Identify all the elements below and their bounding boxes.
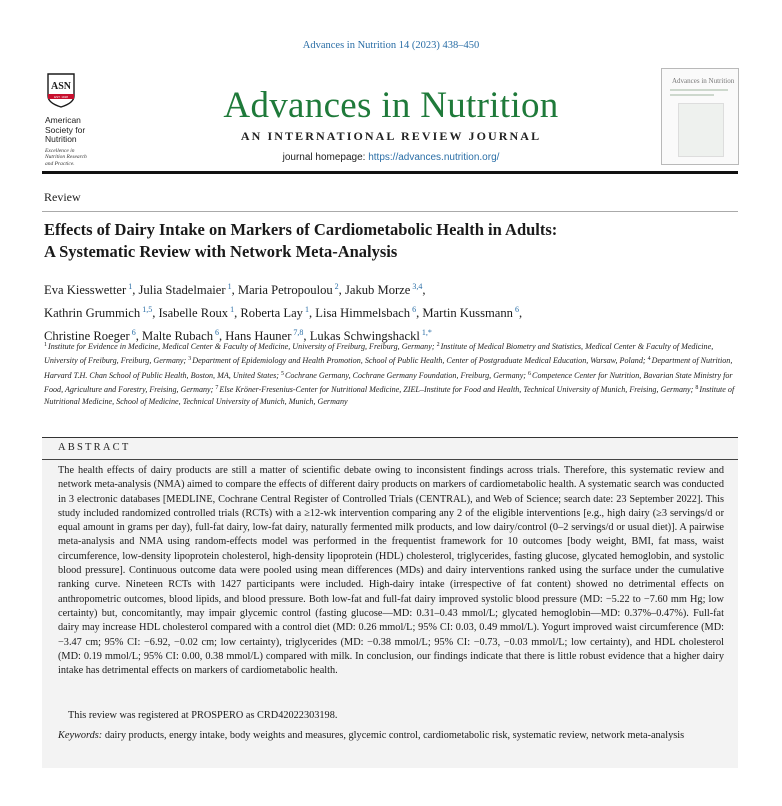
author-line: Eva Kiesswetter $^1$, Julia Stadelmaier $^1$, Maria Petropoulou $^2$, Jakub Morze $^{3,4}$, (44, 282, 426, 297)
keywords (58, 729, 724, 743)
tagline-line: Nutrition Research (45, 154, 87, 160)
author-name: Kathrin Grummich (44, 306, 141, 320)
author-name: Lukas Schwingshackl (309, 329, 420, 343)
affiliation-text: Institute for Evidence in Medicine, Medical Center & Faculty of Medicine, University of Freiburg, Freiburg, Germany; (48, 342, 435, 351)
tagline-line: Excellence in (45, 147, 75, 154)
author-name: Malte Rubach (142, 329, 213, 343)
abstract-heading: ABSTRACT (58, 442, 131, 453)
journal-cover-thumbnail[interactable] (661, 68, 739, 165)
article-title (44, 219, 740, 263)
registration-note: This review was registered at PROSPERO as CRD42022303198. (68, 710, 338, 721)
cover-bar (670, 94, 714, 96)
affiliation-text: Competence Center for Nutrition, Bavarian State Ministry for Food, Agriculture and Forestry, Freising, Germany; (44, 370, 733, 394)
homepage-link[interactable]: https://advances.nutrition.org/ (368, 152, 500, 163)
society-line: American (45, 115, 81, 125)
author-line: Christine Roeger $^6$, Malte Rubach $^6$, Hans Hauner $^{7,8}$, Lukas Schwingshackl $^{1,*}$ (44, 328, 432, 343)
journal-subtitle: AN INTERNATIONAL REVIEW JOURNAL (240, 129, 542, 143)
author-affiliation-link[interactable]: 7,8 (293, 328, 304, 337)
affiliation-number: 1 (44, 342, 47, 348)
journal-title: Advances in Nutrition (223, 85, 559, 126)
author-name: Roberta Lay (240, 306, 303, 320)
affiliation-number: 6 (528, 370, 532, 377)
author-affiliation-link[interactable]: 1,* (421, 328, 432, 337)
tagline-line: and Practice. (45, 160, 75, 167)
article-type: Review (44, 190, 81, 204)
affiliation-number: 3 (188, 356, 192, 363)
affiliation-number: 8 (695, 384, 699, 391)
affiliations (44, 339, 740, 408)
author-affiliation-link[interactable]: 1 (304, 305, 309, 314)
society-line: Society for (45, 124, 86, 135)
author-affiliation-link[interactable]: 6 (131, 328, 136, 337)
author-name: Eva Kiesswetter (44, 283, 127, 297)
cover-title: Advances in Nutrition (672, 77, 735, 85)
affiliation-number: 5 (280, 370, 284, 377)
affiliation-number: 4 (647, 356, 651, 363)
affiliation-text: Else Kröner-Fresenius-Center for Nutritional Medicine, ZIEL–Institute for Food and Health, Technical University of Munich, Freising, Germany; (219, 384, 694, 394)
affiliation-text: Department of Nutrition, Harvard T.H. Chan School of Public Health, Boston, MA, United States; (44, 356, 733, 380)
affiliation-number: 7 (215, 384, 219, 391)
journal-citation[interactable]: Advances in Nutrition 14 (2023) 438–450 (302, 40, 480, 51)
author-name: Julia Stadelmaier (138, 283, 226, 297)
author-name: Jakub Morze (344, 283, 411, 297)
cover-bar (670, 89, 728, 91)
affiliation-number: 2 (436, 342, 440, 348)
author-line: Kathrin Grummich $^{1,5}$, Isabelle Roux $^1$, Roberta Lay $^1$, Lisa Himmelsbach $^6$, Martin Kussmann $^6$, (44, 305, 523, 320)
affiliation-text: Institute of Nutritional Medicine, School of Medicine, Technical University of Munich, Munich, Germany (44, 384, 735, 407)
abstract-text: The health effects of dairy products are still a matter of scientific debate owing to inconsistent findings across trials. Therefore, this systematic review and network meta-analysis (NMA) aimed to compare the effects of different dairy products on markers of cardiometabolic health. A systematic search was conducted in 3 electronic databases [MEDLINE, Cochrane Central Register of Controlled Trials (CENTRAL), and Web of Science; search date: 23 September 2022]. This study included randomized controlled trials (RCTs) with a ≥12-wk intervention comparing any 2 of the eligible interventions [e.g., high dairy (≥3 servings/d or equal amount in grams per day), full-fat dairy, low-fat dairy, naturally fermented milk products, and low dairy/control (0–2 servings/d or usual diet)]. A pairwise meta-analysis and NMA using random-effects model was performed in the frequentist framework for 10 outcomes [body weight, BMI, fat mass, waist circumference, low-density lipoprotein cholesterol, high-density lipoprotein (HDL) cholesterol, triglycerides, fasting glucose, glycated hemoglobin, and systolic blood pressure]. Continuous outcome data were pooled using mean differences (MDs) and dairy interventions ranked using the surface under the cumulative ranking curve. Nineteen RCTs with 1427 participants were included. High-dairy intake (irrespective of fat content) showed no detrimental effects on anthropometric outcomes, blood lipids, and blood pressure. Both low-fat and full-fat dairy improved systolic blood pressure (MD: −5.22 to −7.60 mm Hg; low certainty) but, concomitantly, may impair glycemic control (fasting glucose—MD: 0.31–0.43 mmol/L; glycated hemoglobin—MD: 0.37%–0.47%). Full-fat dairy may increase HDL cholesterol compared with a control diet (MD: 0.26 mmol/L; 95% CI: 0.03, 0.49 mmol/L). Yogurt improved waist circumference (MD: −3.47 cm; 95% CI: −6.92, −0.02 cm; low certainty), triglycerides (MD: −0.38 mmol/L; 95% CI: −0.73, −0.03 mmol/L; low certainty), and HDL cholesterol (MD: 0.19 mmol/L; 95% CI: 0.00, 0.38 mmol/L) compared with milk. In conclusion, our findings indicate that there is little robust evidence that a higher dairy intake has detrimental effects on markers of cardiometabolic health. (58, 465, 724, 677)
author-affiliation-link[interactable]: 6 (412, 305, 417, 314)
author-affiliation-link[interactable]: 1,5 (142, 305, 153, 314)
title-line: Effects of Dairy Intake on Markers of Cardiometabolic Health in Adults: (44, 220, 558, 239)
author-affiliation-link[interactable]: 1 (128, 282, 133, 291)
abstract-section (42, 437, 738, 768)
keywords-label: Keywords: (58, 730, 103, 741)
author-affiliation-link[interactable]: 6 (215, 328, 219, 337)
author-name: Isabelle Roux (158, 306, 229, 320)
author-affiliation-link[interactable]: 1 (230, 305, 235, 314)
seal-letters: ASN (50, 81, 72, 92)
seal-year: EST. 1928 (54, 94, 68, 99)
article-type-rule (42, 211, 738, 212)
author-list (44, 277, 740, 346)
author-name: Martin Kussmann (422, 306, 513, 320)
author-affiliation-link[interactable]: 3,4 (412, 282, 423, 291)
author-name: Christine Roeger (44, 329, 130, 343)
affiliation-text: Department of Epidemiology and Health Promotion, School of Public Health, Center of Postgraduate Medical Education, Warsaw, Poland; (192, 356, 646, 366)
header-rule (42, 171, 738, 174)
author-name: Hans Hauner (225, 329, 292, 343)
author-name: Maria Petropoulou (237, 283, 333, 297)
author-name: Lisa Himmelsbach (315, 306, 411, 320)
cover-image (678, 103, 724, 157)
homepage-label: journal homepage: (282, 152, 366, 163)
affiliation-text: Institute of Medical Biometry and Statistics, Medical Center & Faculty of Medicine, University of Freiburg, Freiburg, Germany; (44, 342, 714, 366)
author-affiliation-link[interactable]: 1 (227, 282, 232, 291)
author-affiliation-link[interactable]: 6 (514, 305, 519, 314)
society-line: Nutrition (45, 134, 77, 144)
author-affiliation-link[interactable]: 2 (334, 282, 339, 291)
affiliation-text: Cochrane Germany, Cochrane Germany Foundation, Freiburg, Germany; (284, 370, 527, 380)
abstract-rule (42, 459, 738, 460)
title-line: A Systematic Review with Network Meta-Analysis (44, 242, 398, 261)
keywords-list: dairy products, energy intake, body weights and measures, glycemic control, cardiometabolic risk, systematic review, network meta-analysis (104, 730, 685, 741)
